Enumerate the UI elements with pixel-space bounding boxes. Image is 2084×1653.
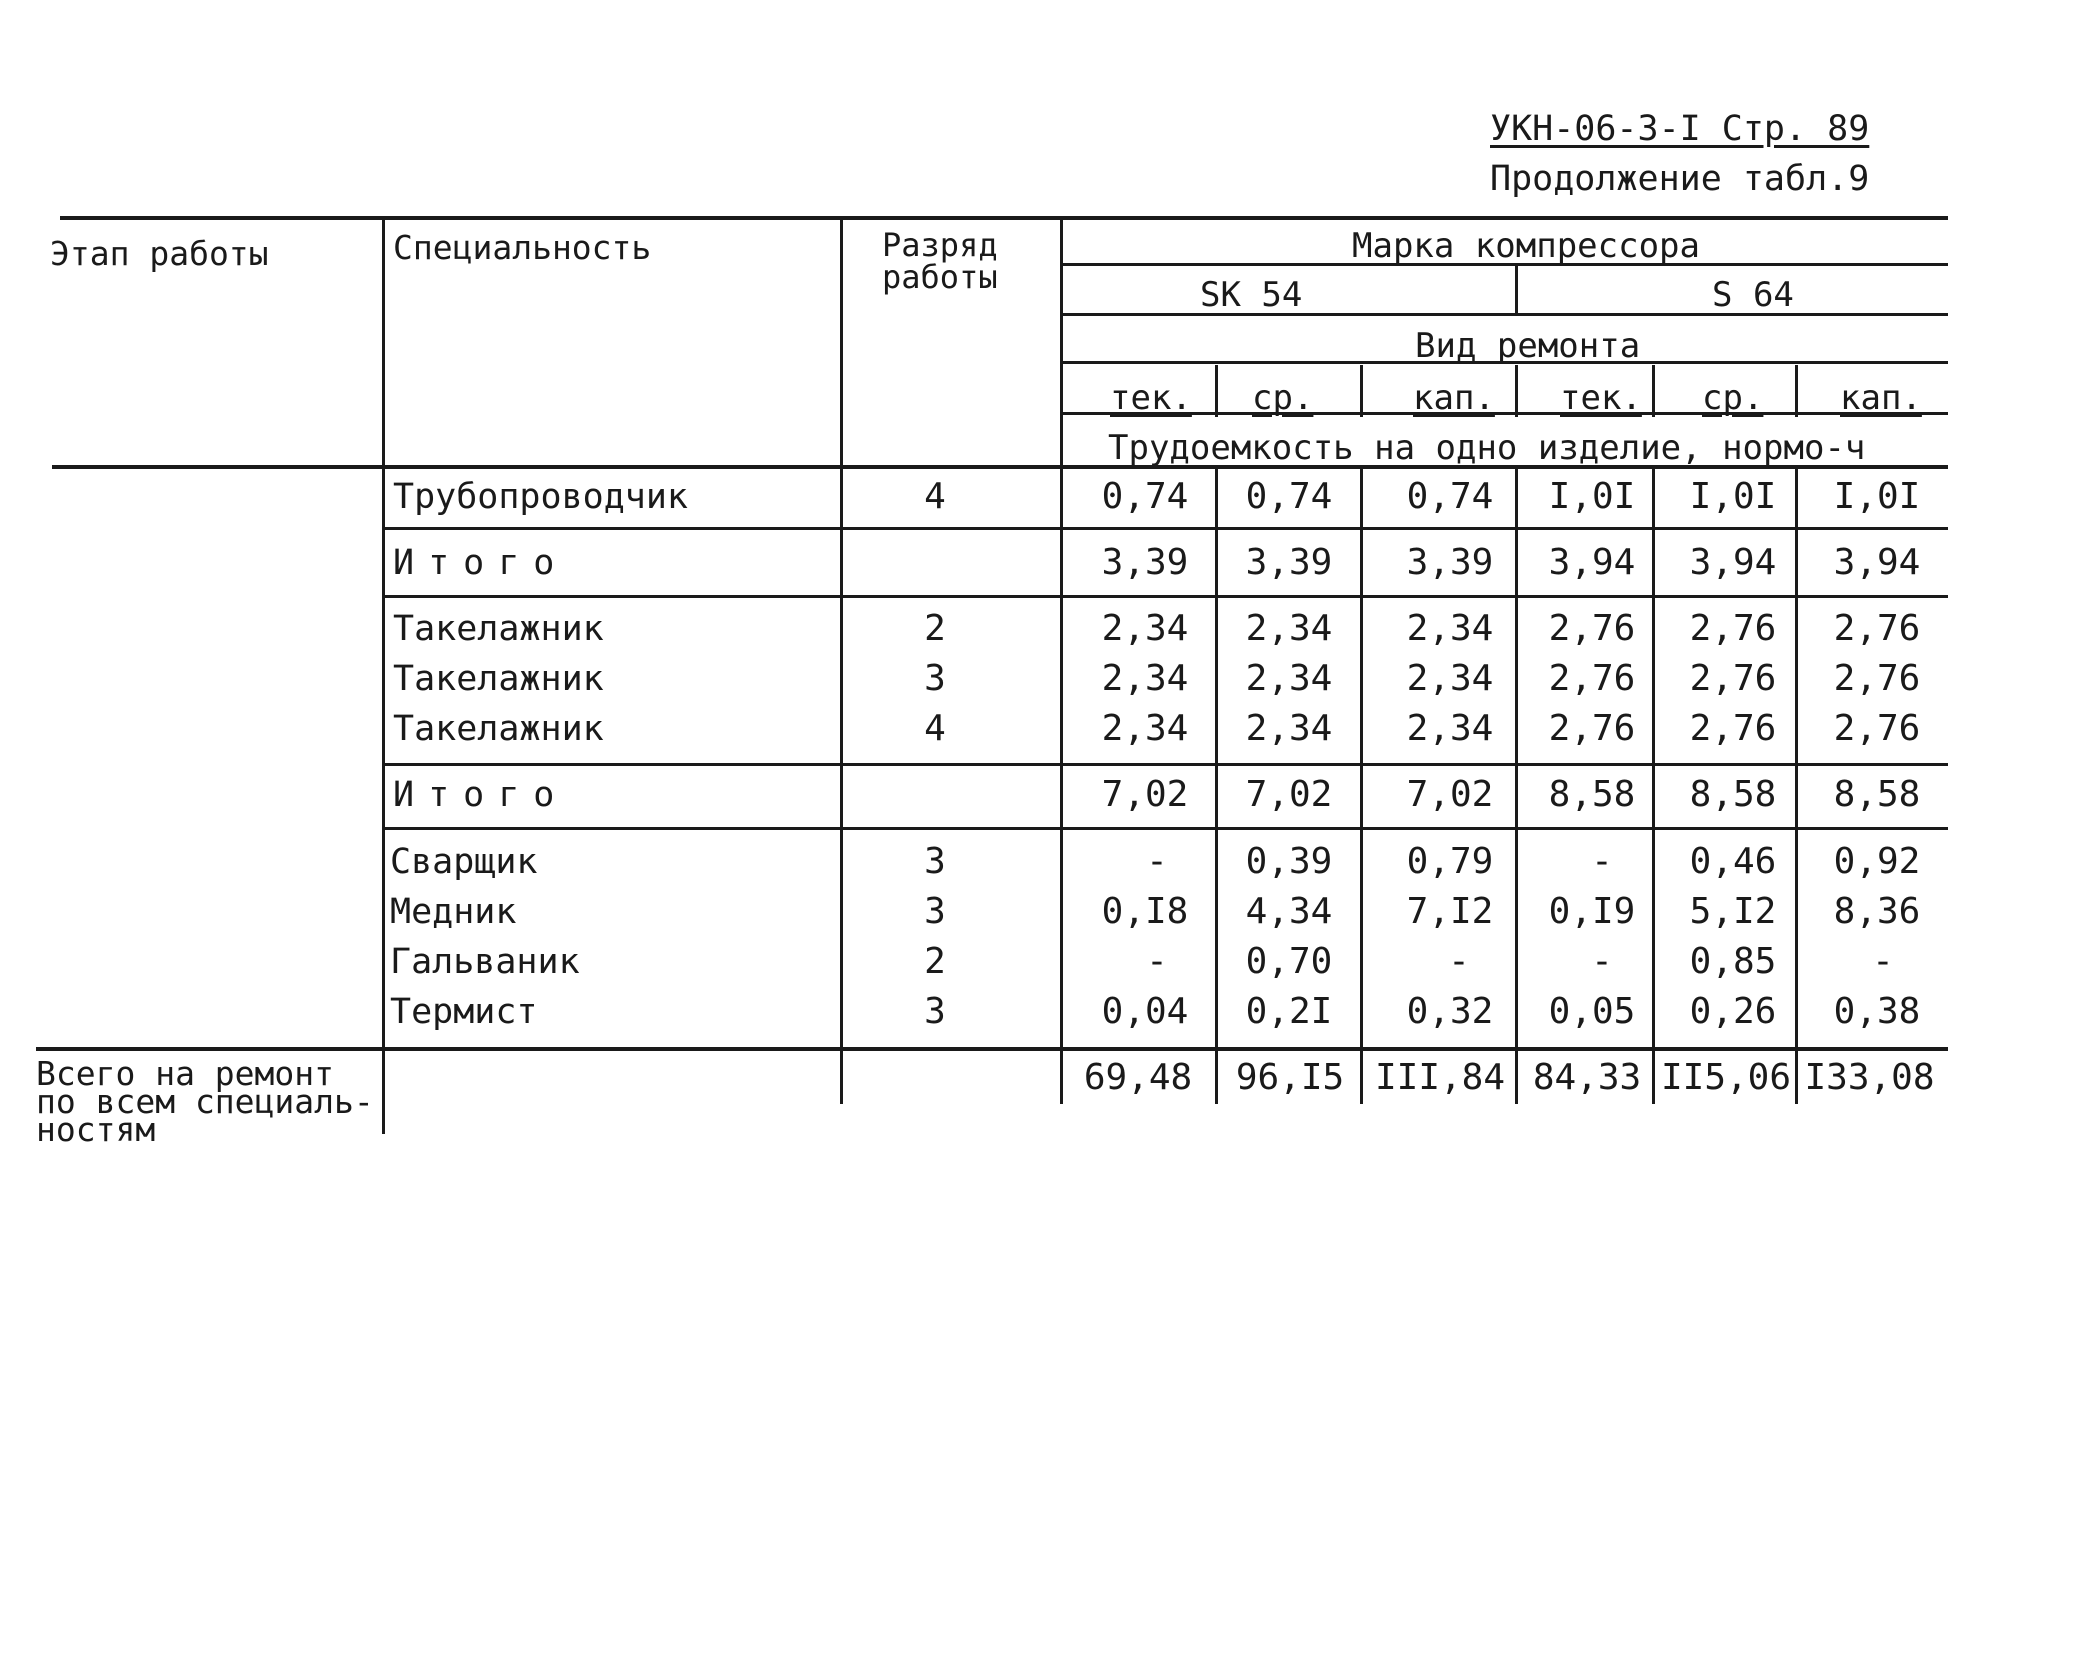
value-cell: 8,58	[1689, 774, 1777, 815]
value-cell: 7,02	[1101, 774, 1189, 815]
value-cell: 2,34	[1245, 608, 1333, 649]
value-cell: 2,34	[1406, 608, 1494, 649]
model-rule	[1062, 313, 1948, 316]
grand-total-value: II5,06	[1660, 1057, 1792, 1098]
repair-kind-header: тек.	[1560, 378, 1642, 418]
value-cell: 0,74	[1245, 476, 1333, 517]
specialty-cell: Сварщик	[390, 842, 538, 882]
value-cell: 2,34	[1245, 658, 1333, 699]
col-divider	[382, 216, 385, 1134]
value-cell: -	[1872, 941, 1894, 982]
repair-kind-header: ср.	[1702, 378, 1764, 418]
value-cell: 3,39	[1406, 542, 1494, 583]
grade-cell: 4	[924, 476, 946, 517]
value-cell: 2,76	[1833, 608, 1921, 649]
value-cell: 3,39	[1245, 542, 1333, 583]
value-cell: 0,32	[1406, 991, 1494, 1032]
specialty-cell: Термист	[390, 992, 538, 1032]
document-code: УКН-06-3-I Стр. 89	[1490, 109, 1870, 149]
col-divider	[1795, 365, 1798, 417]
grand-total-label: ностям	[36, 1110, 156, 1149]
value-cell: 0,74	[1101, 476, 1189, 517]
value-cell: 7,02	[1245, 774, 1333, 815]
total-top-rule	[36, 1047, 1948, 1051]
value-cell: 8,58	[1833, 774, 1921, 815]
grand-total-label: по всем специаль-	[36, 1082, 374, 1121]
value-cell: 3,94	[1689, 542, 1777, 583]
grade-cell: 2	[924, 941, 946, 982]
specialty-cell: Такелажник	[393, 659, 604, 699]
value-cell: 0,85	[1689, 941, 1777, 982]
grand-total-value: 84,33	[1532, 1057, 1642, 1098]
grade-column-header: Разряд	[882, 226, 998, 264]
grade-cell: 4	[924, 708, 946, 749]
value-cell: 3,39	[1101, 542, 1189, 583]
col-divider	[840, 216, 843, 1104]
col-divider	[1652, 365, 1655, 417]
value-cell: 0,26	[1689, 991, 1777, 1032]
col-divider	[1060, 216, 1063, 1104]
specialty-cell: Трубопроводчик	[393, 477, 689, 517]
grade-column-header: работы	[882, 258, 998, 296]
value-cell: 2,76	[1689, 658, 1777, 699]
table-top-rule	[60, 216, 1948, 220]
row-rule	[384, 527, 1948, 530]
specialty-cell: Такелажник	[393, 709, 604, 749]
repair-kind-rule	[1062, 412, 1948, 415]
value-cell: 2,34	[1101, 658, 1189, 699]
value-cell: 7,I2	[1406, 891, 1494, 932]
value-cell: 3,94	[1833, 542, 1921, 583]
grand-total-label: Всего на ремонт	[36, 1054, 335, 1093]
col-divider	[1515, 365, 1518, 417]
col-divider	[1215, 365, 1218, 417]
value-cell: 0,05	[1548, 991, 1636, 1032]
value-cell: 2,76	[1548, 708, 1636, 749]
value-cell: -	[1146, 941, 1168, 982]
specialty-column-header: Специальность	[393, 228, 652, 267]
value-cell: 4,34	[1245, 891, 1333, 932]
compressor-brand-header: Марка компрессора	[1352, 226, 1700, 266]
value-cell: 0,04	[1101, 991, 1189, 1032]
grand-total-value: III,84	[1374, 1057, 1506, 1098]
grade-cell: 3	[924, 891, 946, 932]
value-cell: 3,94	[1548, 542, 1636, 583]
grade-cell: 2	[924, 608, 946, 649]
value-cell: 2,34	[1406, 708, 1494, 749]
col-divider	[1515, 467, 1518, 1104]
repair-kind-header: тек.	[1110, 378, 1192, 418]
value-cell: I,0I	[1689, 476, 1777, 517]
value-cell: -	[1591, 841, 1613, 882]
stage-column-header: Этап работы	[50, 234, 269, 273]
grade-cell: 3	[924, 658, 946, 699]
value-cell: 2,34	[1406, 658, 1494, 699]
value-cell: 2,76	[1833, 708, 1921, 749]
value-cell: 2,76	[1548, 608, 1636, 649]
value-cell: 2,76	[1689, 708, 1777, 749]
value-cell: -	[1448, 941, 1470, 982]
value-cell: 0,74	[1406, 476, 1494, 517]
grand-total-value: 96,I5	[1235, 1057, 1345, 1098]
value-cell: 0,I9	[1548, 891, 1636, 932]
value-cell: 2,76	[1689, 608, 1777, 649]
table-continuation-note: Продолжение табл.9	[1490, 159, 1870, 199]
value-cell: I,0I	[1833, 476, 1921, 517]
grade-cell: 3	[924, 991, 946, 1032]
value-cell: 0,2I	[1245, 991, 1333, 1032]
value-cell: 0,70	[1245, 941, 1333, 982]
subtotal-label: Итого	[393, 775, 569, 815]
col-divider	[1360, 365, 1363, 417]
specialty-cell: Такелажник	[393, 609, 604, 649]
col-divider	[1360, 467, 1363, 1104]
row-rule	[384, 827, 1948, 830]
repair-type-header: Вид ремонта	[1415, 326, 1641, 366]
value-cell: 2,34	[1101, 608, 1189, 649]
model-divider	[1515, 265, 1518, 315]
grand-total-value: I33,08	[1804, 1057, 1935, 1098]
row-rule	[384, 763, 1948, 766]
value-cell: 2,34	[1245, 708, 1333, 749]
grade-cell: 3	[924, 841, 946, 882]
repair-kind-header: кап.	[1413, 378, 1495, 418]
value-cell: 2,76	[1833, 658, 1921, 699]
value-cell: -	[1146, 841, 1168, 882]
repair-kind-header: ср.	[1252, 378, 1314, 418]
subtotal-label: Итого	[393, 543, 569, 583]
value-cell: 0,38	[1833, 991, 1921, 1032]
specialty-cell: Гальваник	[390, 942, 580, 982]
value-cell: I,0I	[1548, 476, 1636, 517]
value-cell: 8,58	[1548, 774, 1636, 815]
value-cell: -	[1591, 941, 1613, 982]
value-cell: 8,36	[1833, 891, 1921, 932]
model-s64-header: S 64	[1712, 275, 1794, 315]
repair-kind-header: кап.	[1840, 378, 1922, 418]
model-sk54-header: SK 54	[1200, 275, 1303, 315]
value-cell: 2,76	[1548, 658, 1636, 699]
row-rule	[384, 595, 1948, 598]
value-cell: 0,92	[1833, 841, 1921, 882]
value-cell: 5,I2	[1689, 891, 1777, 932]
labor-intensity-header: Трудоемкость на одно изделие, нормо-ч	[1108, 428, 1866, 468]
value-cell: 0,46	[1689, 841, 1777, 882]
value-cell: 7,02	[1406, 774, 1494, 815]
value-cell: 2,34	[1101, 708, 1189, 749]
value-cell: 0,79	[1406, 841, 1494, 882]
value-cell: 0,I8	[1101, 891, 1189, 932]
grand-total-value: 69,48	[1083, 1057, 1193, 1098]
value-cell: 0,39	[1245, 841, 1333, 882]
col-divider	[1215, 467, 1218, 1104]
specialty-cell: Медник	[390, 892, 517, 932]
